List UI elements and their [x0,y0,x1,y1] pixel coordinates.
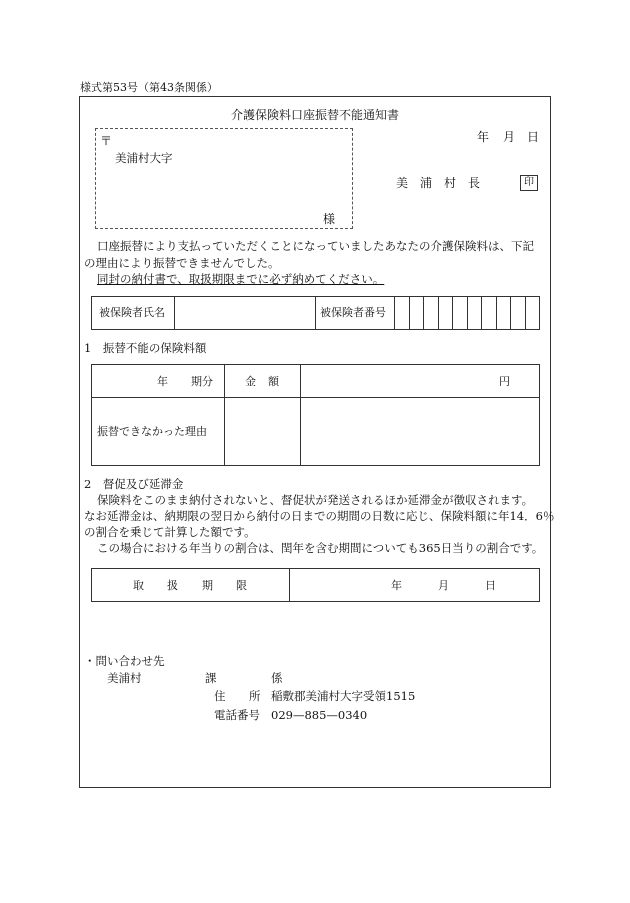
insured-number-digit-divider [423,296,424,330]
tel-label: 電話番号 [214,708,260,722]
insured-number-digit-divider [496,296,497,330]
issuer-char-3: 村 [444,176,457,190]
address-label-1: 住 [214,689,226,703]
insured-name-label: 被保険者氏名 [99,306,165,319]
insured-number-digit-divider [409,296,410,330]
reason-label: 振替できなかった理由 [97,425,207,438]
insured-number-digit-divider [510,296,511,330]
issuer-char-2: 浦 [420,176,433,190]
insured-number-digit-divider [481,296,482,330]
date-year: 年 [477,130,490,144]
body-line-3: 同封の納付書で、取扱期限までに必ず納めてください。 [97,272,385,286]
insured-number-label: 被保険者番号 [320,306,386,319]
insured-number-digit-divider [525,296,526,330]
deadline-char-4: 限 [236,579,247,592]
contact-address: 稲敷郡美浦村大字受領1515 [271,689,416,703]
contact-kakari: 係 [271,671,283,685]
document-title: 介護保険料口座振替不能通知書 [230,108,399,122]
date-day: 日 [527,130,540,144]
section1-heading: 1 振替不能の保険料額 [84,341,207,355]
honorific-sama: 様 [323,212,336,226]
deadline-month: 月 [438,579,449,592]
period-label-suffix: 期分 [191,375,213,388]
amount-label-2: 額 [268,375,279,388]
deadline-char-3: 期 [202,579,213,592]
issuer-char-4: 長 [468,176,481,190]
amount-label-1: 金 [245,375,256,388]
section2-heading: 2 督促及び延滞金 [84,477,184,491]
period-label-year: 年 [157,375,168,388]
seal-mark: 印 [520,175,538,191]
address-box [95,128,353,229]
deadline-char-2: 扱 [167,579,178,592]
postal-mark: 〒 [100,134,113,148]
body-line-1: 口座振替により支払っていただくことになっていましたあなたの介護保険料は、下記 [97,239,534,253]
contact-org: 美浦村 [107,671,142,685]
insured-number-digit-divider [438,296,439,330]
contact-heading: ・問い合わせ先 [84,654,165,668]
address-line: 美浦村大字 [115,151,173,165]
form-number-label: 様式第53号（第43条関係） [80,81,218,94]
section2-line-3: の割合を乗じて計算した額です。 [84,525,256,539]
yen-unit: 円 [499,375,510,388]
section2-line-4: この場合における年当りの割合は、閏年を含む期間についても365日当りの割合です。 [97,541,544,555]
insured-number-digit-divider [452,296,453,330]
body-line-2: の理由により振替できませんでした。 [84,256,280,270]
tel-value: 029—885—0340 [271,708,368,722]
insured-number-digit-divider [467,296,468,330]
deadline-char-1: 取 [133,579,144,592]
contact-ka: 課 [205,671,217,685]
section2-line-2: なお延滞金は、納期限の翌日から納付の日までの期間の日数に応じ、保険料額に年14．6％ [84,509,555,523]
deadline-year: 年 [391,579,402,592]
address-label-2: 所 [249,689,261,703]
section2-line-1: 保険料をこのまま納付されないと、督促状が発送されるほか延滞金が徴収されます。 [97,493,534,507]
issuer-char-1: 美 [396,176,409,190]
date-month: 月 [503,130,516,144]
deadline-day: 日 [485,579,496,592]
